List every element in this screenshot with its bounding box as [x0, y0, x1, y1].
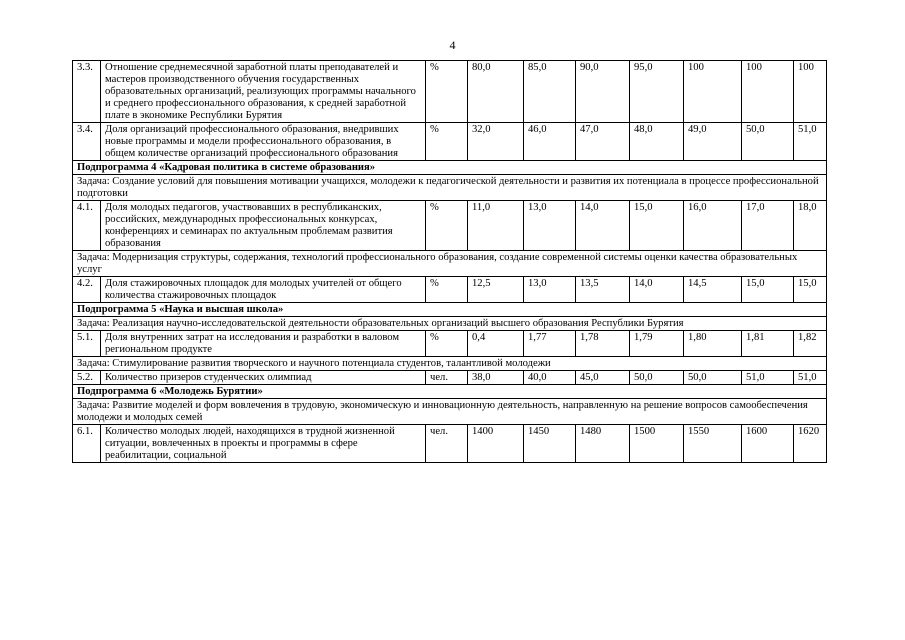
indicator-description: Доля молодых педагогов, участвовавших в республиканских, российских, международных профессиональных конкурсах, конференциях и семинарах по актуальным проблемам развития образования: [101, 201, 426, 251]
indicator-value: 100: [794, 61, 827, 123]
table-body: [73, 61, 827, 463]
indicator-value: 100: [684, 61, 742, 123]
indicator-value: 1,81: [742, 331, 794, 357]
indicator-value: 14,0: [630, 277, 684, 303]
subprogram-heading: Подпрограмма 5 «Наука и высшая школа»: [73, 303, 827, 317]
indicator-unit: чел.: [426, 371, 468, 385]
indicator-value: 18,0: [794, 201, 827, 251]
indicator-unit: %: [426, 61, 468, 123]
indicator-row: [73, 277, 827, 303]
indicator-unit: %: [426, 277, 468, 303]
subprogram-heading: Подпрограмма 4 «Кадровая политика в системе образования»: [73, 161, 827, 175]
indicator-value: 32,0: [468, 123, 524, 161]
indicator-description: Доля организаций профессионального образования, внедривших новые программы и модели профессионального образования, в общем количестве организаций профессионального образования: [101, 123, 426, 161]
indicator-unit: %: [426, 201, 468, 251]
indicator-value: 48,0: [630, 123, 684, 161]
indicator-row: [73, 425, 827, 463]
indicator-row: [73, 371, 827, 385]
indicator-value: 50,0: [630, 371, 684, 385]
task-row: [73, 399, 827, 425]
task-text: Задача: Реализация научно-исследовательской деятельности образовательных организаций высшего образования Республики Бурятия: [73, 317, 827, 331]
indicator-value: 13,0: [524, 201, 576, 251]
indicator-value: 50,0: [742, 123, 794, 161]
indicator-description: Доля стажировочных площадок для молодых учителей от общего количества стажировочных площадок: [101, 277, 426, 303]
indicator-value: 1,79: [630, 331, 684, 357]
subprogram-heading: Подпрограмма 6 «Молодежь Бурятии»: [73, 385, 827, 399]
indicator-description: Количество призеров студенческих олимпиад: [101, 371, 426, 385]
subprogram-heading-row: [73, 161, 827, 175]
subprogram-heading-row: [73, 385, 827, 399]
indicator-value: 80,0: [468, 61, 524, 123]
task-row: [73, 317, 827, 331]
indicator-value: 14,0: [576, 201, 630, 251]
indicator-number: 4.1.: [73, 201, 101, 251]
indicator-unit: чел.: [426, 425, 468, 463]
indicator-value: 51,0: [794, 123, 827, 161]
indicator-value: 15,0: [794, 277, 827, 303]
task-text: Задача: Создание условий для повышения мотивации учащихся, молодежи к педагогической деятельности и развития их потенциала в процессе профессиональной подготовки: [73, 175, 827, 201]
indicator-value: 51,0: [742, 371, 794, 385]
indicator-description: Количество молодых людей, находящихся в трудной жизненной ситуации, вовлеченных в проекты и программы в сфере реабилитации, социальной: [101, 425, 426, 463]
indicator-row: [73, 123, 827, 161]
indicator-value: 1,80: [684, 331, 742, 357]
indicator-value: 1620: [794, 425, 827, 463]
indicator-row: [73, 331, 827, 357]
task-text: Задача: Развитие моделей и форм вовлечения в трудовую, экономическую и инновационную деятельность, направленную на решение вопросов самообеспечения молодежи и молодых семей: [73, 399, 827, 425]
indicator-value: 47,0: [576, 123, 630, 161]
indicator-number: 3.4.: [73, 123, 101, 161]
indicator-value: 1450: [524, 425, 576, 463]
indicators-table: [72, 60, 827, 463]
indicator-value: 1500: [630, 425, 684, 463]
indicator-value: 1,82: [794, 331, 827, 357]
indicator-unit: %: [426, 331, 468, 357]
indicator-row: [73, 61, 827, 123]
indicator-value: 1400: [468, 425, 524, 463]
indicator-number: 6.1.: [73, 425, 101, 463]
indicator-value: 51,0: [794, 371, 827, 385]
task-text: Задача: Модернизация структуры, содержания, технологий профессионального образования, создание современной системы оценки качества образовательных услуг: [73, 251, 827, 277]
task-row: [73, 357, 827, 371]
indicator-value: 12,5: [468, 277, 524, 303]
task-row: [73, 175, 827, 201]
indicator-value: 85,0: [524, 61, 576, 123]
indicator-value: 45,0: [576, 371, 630, 385]
indicator-value: 90,0: [576, 61, 630, 123]
indicator-value: 15,0: [630, 201, 684, 251]
indicator-row: [73, 201, 827, 251]
subprogram-heading-row: [73, 303, 827, 317]
indicator-number: 3.3.: [73, 61, 101, 123]
indicator-value: 40,0: [524, 371, 576, 385]
indicator-value: 16,0: [684, 201, 742, 251]
indicator-value: 1480: [576, 425, 630, 463]
indicator-value: 100: [742, 61, 794, 123]
indicator-value: 13,0: [524, 277, 576, 303]
task-row: [73, 251, 827, 277]
indicator-value: 15,0: [742, 277, 794, 303]
indicator-value: 1,77: [524, 331, 576, 357]
indicator-description: Отношение среднемесячной заработной платы преподавателей и мастеров производственного обучения государственных образовательных организаций, реализующих программы начального и среднего профессионального образования, к средней заработной плате в экономике Республики Бурятия: [101, 61, 426, 123]
indicator-number: 4.2.: [73, 277, 101, 303]
indicator-value: 1600: [742, 425, 794, 463]
indicator-value: 49,0: [684, 123, 742, 161]
indicator-value: 50,0: [684, 371, 742, 385]
page-number: 4: [449, 38, 456, 52]
indicator-value: 0,4: [468, 331, 524, 357]
indicator-value: 14,5: [684, 277, 742, 303]
indicator-value: 11,0: [468, 201, 524, 251]
indicator-number: 5.1.: [73, 331, 101, 357]
task-text: Задача: Стимулирование развития творческого и научного потенциала студентов, талантливой молодежи: [73, 357, 827, 371]
indicator-value: 95,0: [630, 61, 684, 123]
indicator-description: Доля внутренних затрат на исследования и разработки в валовом региональном продукте: [101, 331, 426, 357]
indicator-number: 5.2.: [73, 371, 101, 385]
indicator-unit: %: [426, 123, 468, 161]
indicator-value: 1,78: [576, 331, 630, 357]
indicator-value: 17,0: [742, 201, 794, 251]
indicator-value: 46,0: [524, 123, 576, 161]
indicator-value: 13,5: [576, 277, 630, 303]
indicator-value: 38,0: [468, 371, 524, 385]
indicator-value: 1550: [684, 425, 742, 463]
